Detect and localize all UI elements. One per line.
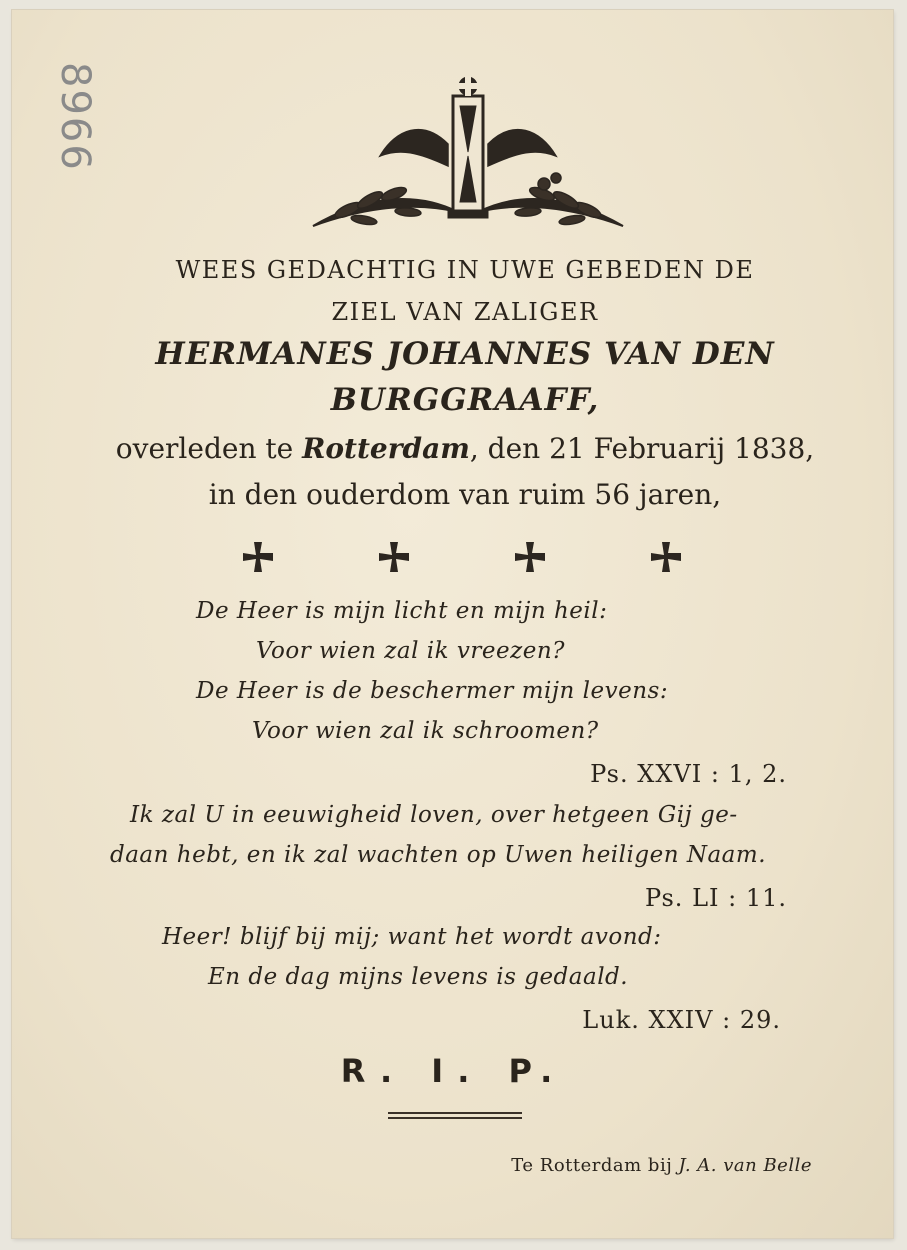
verse-line: En de dag mijns levens is gedaald. <box>208 964 629 990</box>
deceased-name-line-1: HERMANES JOHANNES VAN DEN <box>155 336 775 372</box>
age-line: in den ouderdom van ruim 56 jaren, <box>208 478 722 511</box>
verse-line: Heer! blijf bij mij; want het wordt avond: <box>162 924 662 950</box>
verse-line: daan hebt, en ik zal wachten op Uwen heiligen Naam. <box>110 842 767 868</box>
scripture-reference: Ps. LI : 11. <box>644 884 787 912</box>
death-line <box>100 432 830 465</box>
rip-closing: R. I. P. <box>340 1052 567 1090</box>
death-date: , den 21 Februarij 1838, <box>469 432 815 465</box>
header-line-2: ZIEL VAN ZALIGER <box>331 298 599 326</box>
verse-line: Voor wien zal ik vreezen? <box>256 638 565 664</box>
scripture-reference: Luk. XXIV : 29. <box>582 1006 781 1034</box>
cross-icon <box>377 540 411 574</box>
cross-icon <box>649 540 683 574</box>
printer-name: J. A. van Belle <box>678 1155 812 1176</box>
double-rule-divider <box>388 1112 522 1119</box>
verse-line: De Heer is de beschermer mijn levens: <box>196 678 669 704</box>
cross-row <box>0 540 907 580</box>
verse-line: De Heer is mijn licht en mijn heil: <box>196 598 608 624</box>
death-prefix: overleden te <box>115 432 294 465</box>
printer-prefix: Te Rotterdam bij <box>511 1155 673 1176</box>
verse-line: Voor wien zal ik schroomen? <box>252 718 599 744</box>
header-line-1: WEES GEDACHTIG IN UWE GEBEDEN DE <box>175 256 755 284</box>
wreath-emblem-icon <box>308 74 628 236</box>
catalog-number: 8966 <box>52 62 98 172</box>
verse-line: Ik zal U in eeuwigheid loven, over hetgeen Gij ge- <box>130 802 738 828</box>
cross-icon <box>241 540 275 574</box>
death-place: Rotterdam <box>302 432 470 465</box>
deceased-name-line-2: BURGGRAAFF, <box>330 382 600 418</box>
scripture-reference: Ps. XXVI : 1, 2. <box>590 760 787 788</box>
cross-icon <box>513 540 547 574</box>
printer-imprint <box>511 1155 812 1176</box>
